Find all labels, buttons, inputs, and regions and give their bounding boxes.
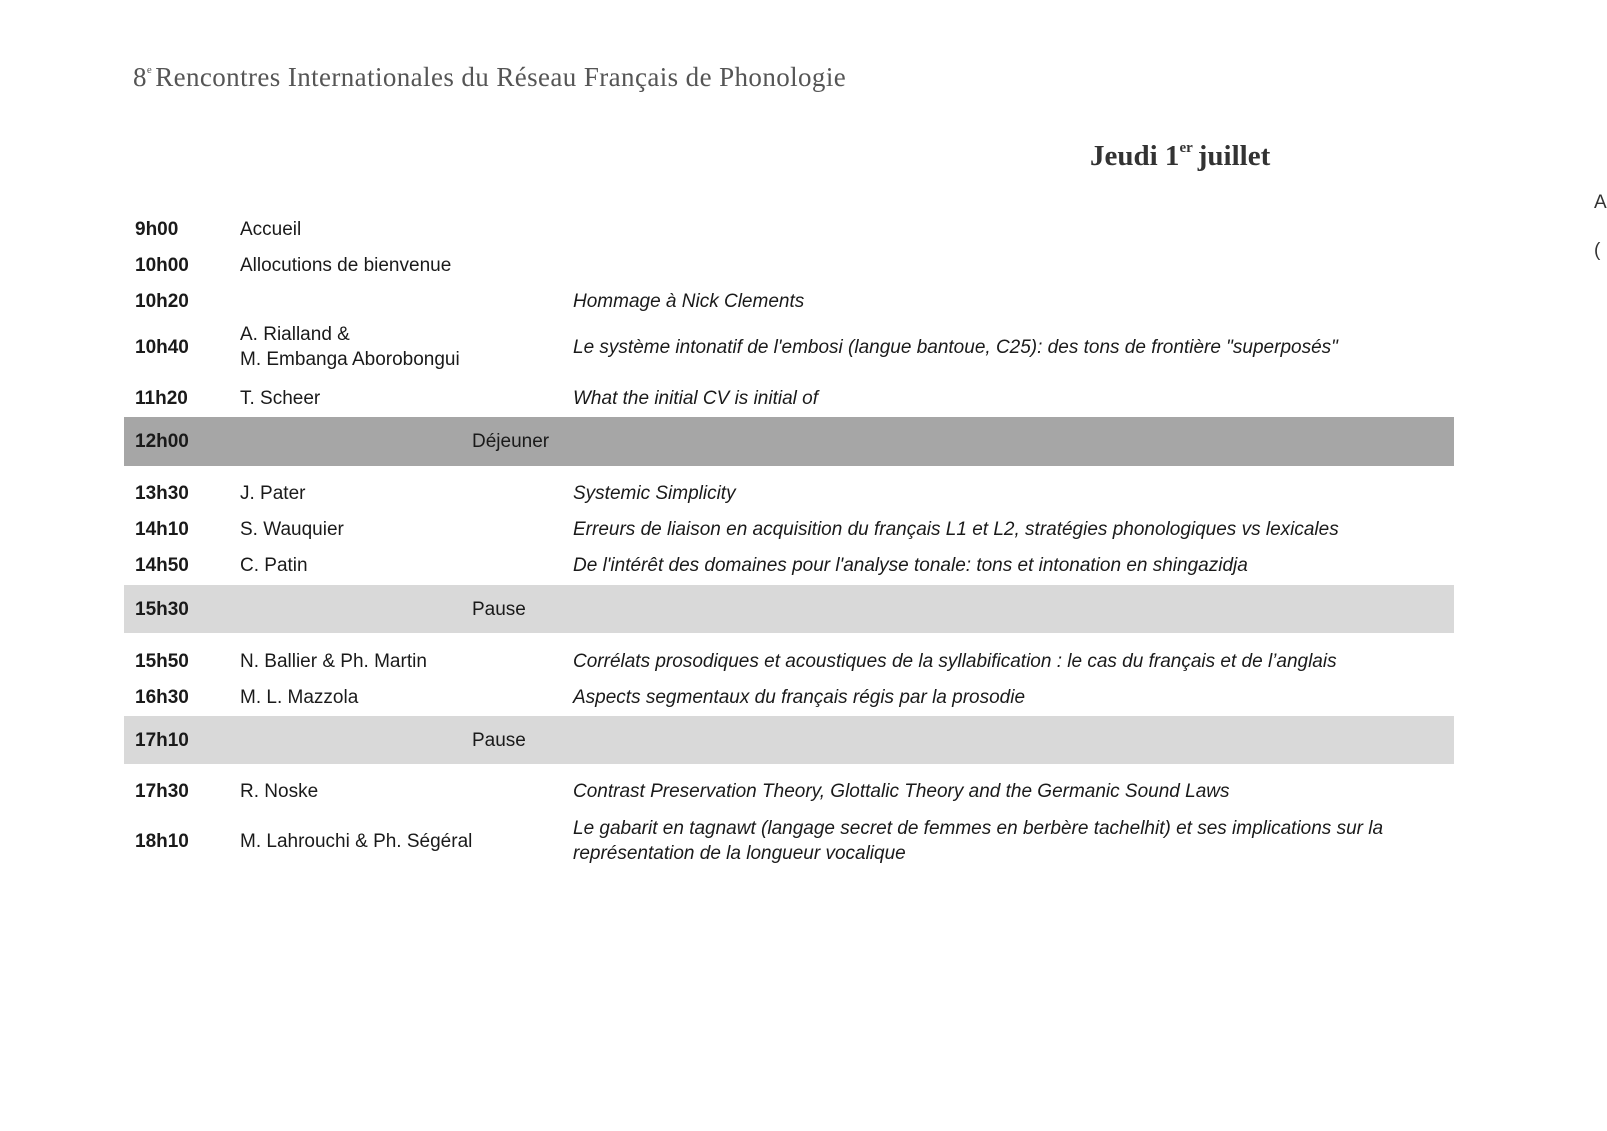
- speaker-line: R. Noske: [240, 780, 319, 802]
- speaker-line: J. Pater: [240, 482, 306, 504]
- session-time: 11h20: [135, 387, 188, 409]
- talk-title-line: Erreurs de liaison en acquisition du français L1 et L2, stratégies phonologiques vs lexicales: [573, 518, 1339, 540]
- session-time: 15h50: [135, 650, 189, 672]
- schedule-break-row: [124, 716, 1454, 764]
- schedule-row: [124, 509, 1454, 549]
- schedule-row: [124, 677, 1454, 717]
- talk-title-cell: [573, 281, 1433, 321]
- speaker-cell: [240, 245, 570, 285]
- talk-title-cell: [573, 545, 1433, 585]
- speaker-line: M. Lahrouchi & Ph. Ségéral: [240, 830, 473, 852]
- conference-title: [133, 62, 846, 93]
- schedule-row: [124, 317, 1454, 377]
- talk-title-cell: [573, 811, 1433, 871]
- schedule-row: [124, 641, 1454, 681]
- speaker-line: M. Embanga Aborobongui: [240, 349, 460, 370]
- conference-name: Rencontres Internationales du Réseau Français de Phonologie: [155, 62, 847, 92]
- schedule-break-row: [124, 417, 1454, 466]
- speaker-cell: [240, 509, 570, 549]
- speaker-line: S. Wauquier: [240, 518, 344, 540]
- edition-number: 8: [133, 62, 147, 92]
- break-label: Pause: [472, 598, 526, 620]
- talk-title-line: Aspects segmentaux du français régis par la prosodie: [573, 686, 1026, 708]
- edition-suffix: e: [146, 64, 153, 76]
- day-month: juillet: [1197, 140, 1271, 172]
- talk-title-cell: [573, 378, 1433, 418]
- session-time: 14h10: [135, 518, 189, 540]
- session-time: 13h30: [135, 482, 189, 504]
- session-time: 12h00: [135, 431, 189, 452]
- talk-title-line: Corrélats prosodiques et acoustiques de la syllabification : le cas du français et de l’anglais: [573, 650, 1337, 672]
- speaker-cell: [240, 317, 570, 377]
- speaker-cell: [240, 209, 570, 249]
- day-ordinal: er: [1179, 140, 1193, 156]
- speaker-line: A. Rialland &: [240, 324, 350, 345]
- talk-title-line: Le gabarit en tagnawt (langage secret de femmes en berbère tachelhit) et ses implications sur la: [573, 818, 1384, 839]
- schedule-row: [124, 245, 1454, 285]
- talk-title-line: Hommage à Nick Clements: [573, 290, 805, 312]
- speaker-cell: [240, 811, 570, 871]
- schedule-row: [124, 473, 1454, 513]
- talk-title-cell: [573, 509, 1433, 549]
- speaker-line: Accueil: [240, 218, 302, 240]
- day-heading: [1090, 140, 1270, 173]
- session-time: 10h20: [135, 290, 189, 312]
- right-edge-fragment: A: [1594, 192, 1607, 213]
- talk-title-cell: [573, 641, 1433, 681]
- session-time: 18h10: [135, 830, 189, 852]
- speaker-line: Allocutions de bienvenue: [240, 254, 452, 276]
- talk-title-line: Contrast Preservation Theory, Glottalic Theory and the Germanic Sound Laws: [573, 780, 1230, 802]
- talk-title-line: représentation de la longueur vocalique: [573, 843, 906, 864]
- talk-title-line: Le système intonatif de l'embosi (langue bantoue, C25): des tons de frontière "superposés": [573, 336, 1338, 358]
- speaker-line: T. Scheer: [240, 387, 321, 409]
- schedule-row: [124, 209, 1454, 249]
- talk-title-line: Systemic Simplicity: [573, 482, 736, 504]
- session-time: 17h30: [135, 780, 189, 802]
- speaker-cell: [240, 378, 570, 418]
- speaker-cell: [240, 641, 570, 681]
- schedule-row: [124, 811, 1454, 871]
- session-time: 9h00: [135, 218, 179, 240]
- speaker-cell: [240, 677, 570, 717]
- session-time: 15h30: [135, 598, 189, 620]
- day-prefix: Jeudi 1: [1090, 140, 1180, 172]
- talk-title-line: What the initial CV is initial of: [573, 387, 818, 409]
- break-label: Pause: [472, 729, 526, 751]
- speaker-cell: [240, 545, 570, 585]
- session-time: 10h00: [135, 254, 189, 276]
- session-time: 10h40: [135, 336, 189, 358]
- schedule-row: [124, 771, 1454, 811]
- speaker-cell: [240, 473, 570, 513]
- session-time: 16h30: [135, 686, 189, 708]
- speaker-line: N. Ballier & Ph. Martin: [240, 650, 427, 672]
- talk-title-cell: [573, 771, 1433, 811]
- talk-title-cell: [573, 317, 1433, 377]
- schedule-row: [124, 545, 1454, 585]
- session-time: 14h50: [135, 554, 189, 576]
- speaker-cell: [240, 771, 570, 811]
- speaker-line: M. L. Mazzola: [240, 686, 359, 708]
- schedule-row: [124, 378, 1454, 418]
- talk-title-cell: [573, 677, 1433, 717]
- schedule-row: [124, 281, 1454, 321]
- talk-title-cell: [573, 473, 1433, 513]
- speaker-line: C. Patin: [240, 554, 308, 576]
- right-edge-fragment: (: [1594, 240, 1601, 261]
- break-label: Déjeuner: [472, 431, 550, 452]
- talk-title-line: De l'intérêt des domaines pour l'analyse tonale: tons et intonation en shingazidja: [573, 554, 1248, 576]
- session-time: 17h10: [135, 729, 189, 751]
- schedule-break-row: [124, 585, 1454, 633]
